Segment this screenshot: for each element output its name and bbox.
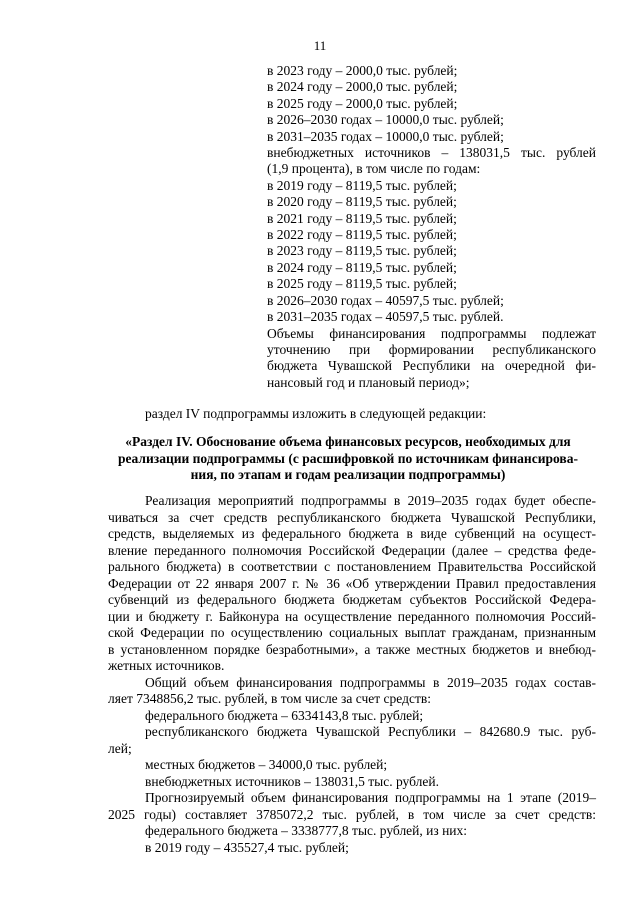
paragraph-total-volume <box>108 675 596 708</box>
federal-budget-total: федерального бюджета – 6334143,8 тыс. рублей; <box>145 707 424 723</box>
list-item: в 2031–2035 годах – 40597,5 тыс. рублей. <box>267 309 504 325</box>
paragraph-line: рального бюджета) в соответствии с постановлением Правительства Российской <box>108 559 596 574</box>
passport-funding-list <box>267 63 596 391</box>
federal-budget-stage1: федерального бюджета – 3338777,8 тыс. рублей, из них: <box>145 823 468 838</box>
paragraph-line: Общий объем финансирования подпрограммы в 2019–2035 годах состав- <box>145 674 596 690</box>
paragraph-line: Реализация мероприятий подпрограммы в 2019–2035 годах будет обеспе- <box>145 493 596 508</box>
republic-budget-total-cont: лей; <box>108 740 132 756</box>
list-item: в 2026–2030 годах – 10000,0 тыс. рублей; <box>267 112 504 128</box>
paragraph-line: средств, выделяемых из федерального бюджета в виде субвенций на осущест- <box>108 526 596 541</box>
page-number: 11 <box>313 38 327 53</box>
list-item: в 2019 году – 8119,5 тыс. рублей; <box>267 177 457 193</box>
paragraph-line: ляет 7348856,2 тыс. рублей, в том числе за счет средств: <box>108 691 431 706</box>
paragraph-line: чиваться за счет средств республиканского бюджета Чувашской Республики, <box>108 509 596 525</box>
volumes-note-line: Объемы финансирования подпрограммы подлежат <box>267 325 596 341</box>
list-item: в 2023 году – 8119,5 тыс. рублей; <box>267 243 457 259</box>
section-heading <box>100 434 596 484</box>
list-item: в 2022 году – 8119,5 тыс. рублей; <box>267 227 457 243</box>
section-heading-line: реализации подпрограммы (с расшифровкой по источникам финансирова- <box>118 450 578 466</box>
paragraph-line: вление переданного полномочия Российской Федерации (далее – средства феде- <box>108 542 596 558</box>
paragraph-line: в установленном порядке безработными», а также местных бюджетов и внебюд- <box>108 641 596 657</box>
paragraph-stage1 <box>108 790 596 823</box>
list-item: в 2024 году – 2000,0 тыс. рублей; <box>267 79 458 95</box>
year-2019-amount: в 2019 году – 435527,4 тыс. рублей; <box>145 839 349 855</box>
list-item: внебюджетных источников – 138031,5 тыс. рублей <box>267 145 596 161</box>
list-item: в 2024 году – 8119,5 тыс. рублей; <box>267 259 457 275</box>
section-heading-line: ния, по этапам и годам реализации подпрограммы) <box>190 467 506 483</box>
section-heading-line: «Раздел IV. Обоснование объема финансовых ресурсов, необходимых для <box>125 434 571 449</box>
extrabudget-total: внебюджетных источников – 138031,5 тыс. рублей. <box>145 773 439 789</box>
list-item: в 2025 году – 2000,0 тыс. рублей; <box>267 95 458 111</box>
paragraph-line: субвенций из федерального бюджета бюджетам субъектов Российской Федера- <box>108 592 596 607</box>
paragraph-implementation <box>108 493 596 675</box>
volumes-note-line: уточнению при формировании республиканского <box>267 341 596 357</box>
paragraph-line: Прогнозируемый объем финансирования подпрограммы на 1 этапе (2019– <box>145 790 596 805</box>
amendment-instruction: раздел IV подпрограммы изложить в следующей редакции: <box>145 406 487 421</box>
list-item: (1,9 процента), в том числе по годам: <box>267 161 481 177</box>
list-item: в 2020 году – 8119,5 тыс. рублей; <box>267 194 457 210</box>
paragraph-line: 2025 годы) составляет 3785072,2 тыс. рублей, в том числе за счет средств: <box>108 806 596 822</box>
republic-budget-total: республиканского бюджета Чувашской Республики – 842680.9 тыс. руб- <box>145 724 596 739</box>
paragraph-line: жетных источников. <box>108 658 225 673</box>
local-budget-total: местных бюджетов – 34000,0 тыс. рублей; <box>145 757 388 772</box>
list-item: в 2021 году – 8119,5 тыс. рублей; <box>267 210 457 226</box>
paragraph-line: Федерации от 22 января 2007 г. № 36 «Об утверждении Правил предоставления <box>108 575 596 591</box>
section-body <box>108 493 596 856</box>
list-item: в 2026–2030 годах – 40597,5 тыс. рублей; <box>267 292 504 308</box>
paragraph-line: ции и бюджету г. Байконура на осуществление переданного полномочия Россий- <box>108 608 596 624</box>
volumes-note-line: нансовый год и плановый период»; <box>267 374 470 390</box>
paragraph-line: ской Федерации по осуществлению социальных выплат гражданам, признанным <box>108 625 596 640</box>
list-item: в 2023 году – 2000,0 тыс. рублей; <box>267 63 458 78</box>
list-item: в 2025 году – 8119,5 тыс. рублей; <box>267 276 457 292</box>
list-item: в 2031–2035 годах – 10000,0 тыс. рублей; <box>267 128 504 144</box>
volumes-note-line: бюджета Чувашской Республики на очередной фи- <box>267 358 596 374</box>
